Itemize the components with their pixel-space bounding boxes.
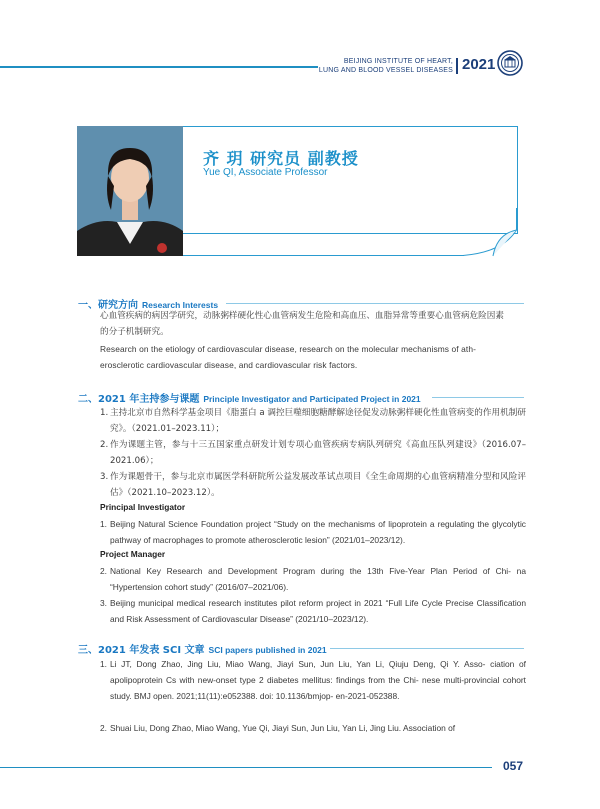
- research-para-cn-line-2: 的分子机制研究。: [100, 327, 169, 337]
- header-year: 2021: [462, 56, 496, 73]
- section-title-cn: 二、2021 年主持参与课题: [78, 394, 200, 405]
- subheading-project-manager: Project Manager: [100, 549, 166, 559]
- project-en-item: [100, 516, 526, 548]
- item-text: Beijing Natural Science Foundation project “Study on the mechanisms of lipoprotein a regulating the glycolytic pathway of macrophages to promote atherosclerotic lesion” (2021/01–2023/12).: [110, 519, 526, 545]
- project-en-item: [100, 563, 526, 595]
- item-number: 1.: [100, 659, 107, 669]
- footer-rule: [0, 767, 492, 768]
- item-text: Li JT, Dong Zhao, Jing Liu, Miao Wang, Jiayi Sun, Jun Liu, Yan Li, Qiuju Deng, Qi Y. Asso- ciation of apolipoprotein Cs with new-onset type 2 diabetes mellitus: findings from the Chi- nese multi-provincial cohort study. BMJ open. 2021;11(11):e052388. doi: 10.1136/bmjop- en-2021-052388.: [110, 659, 526, 701]
- profile-card-bottom-rule: [178, 255, 464, 256]
- item-number: 2.: [100, 723, 107, 733]
- header-rule: [0, 66, 318, 68]
- project-cn-item: [100, 405, 526, 437]
- section-rule: [226, 303, 524, 304]
- profile-name-chinese: 齐 玥 研究员 副教授: [203, 149, 359, 168]
- portrait-photo: [77, 126, 183, 256]
- section-title-en: Principle Investigator and Participated Project in 2021: [203, 394, 421, 404]
- institute-line-2: LUNG AND BLOOD VESSEL DISEASES: [318, 67, 453, 74]
- item-number: 3.: [100, 598, 107, 608]
- section-title-en: Research Interests: [142, 300, 219, 310]
- profile-name-english: Yue QI, Associate Professor: [203, 167, 328, 178]
- item-text: National Key Research and Development Program during the 13th Five-Year Plan Period of Chi- na “Hypertension cohort study” (2016/07–2021/06).: [110, 566, 526, 592]
- project-en-item: [100, 595, 526, 627]
- section-projects-heading: [78, 390, 421, 405]
- item-text: 作为课题骨干，参与北京市属医学科研院所公益发展改革试点项目《全生命周期的心血管病精准分型和风险评估》（2021.10–2023.12）。: [110, 472, 526, 498]
- page-number: 057: [503, 759, 524, 773]
- section-title-cn: 三、2021 年发表 SCI 文章: [78, 645, 205, 656]
- page-curl-decoration: [463, 208, 517, 258]
- research-para-en-line-1: Research on the etiology of cardiovascular disease, research on the molecular mechanisms of ath-: [100, 344, 476, 354]
- item-text: Shuai Liu, Dong Zhao, Miao Wang, Yue Qi, Jiayi Sun, Jun Liu, Yan Li, Jing Liu. Association of: [110, 723, 456, 733]
- institute-logo-icon: [497, 50, 523, 76]
- subheading-principal-investigator: Principal Investigator: [100, 502, 186, 512]
- project-cn-item: [100, 469, 526, 501]
- section-rule: [330, 648, 524, 649]
- item-text: 主持北京市自然科学基金项目《脂蛋白 a 调控巨噬细胞糖酵解途径促发动脉粥样硬化性血管病变的作用机制研究》。（2021.01–2023.11）；: [110, 408, 526, 434]
- section-title-cn: 一、研究方向: [78, 300, 138, 311]
- item-text: 作为课题主管，参与十三五国家重点研发计划专项心血管疾病专病队列研究《高血压队列建设》（2016.07–2021.06）；: [110, 440, 526, 466]
- item-number: 1.: [100, 519, 107, 529]
- paper-item: [100, 720, 526, 736]
- paper-item: [100, 656, 526, 704]
- section-title-en: SCI papers published in 2021: [208, 645, 327, 655]
- item-text: Beijing municipal medical research institutes pilot reform project in 2021 “Full Life Cycle Precise Classification and Risk Assessment of Cardiovascular Disease” (2021/10–2023/12).: [110, 598, 526, 624]
- item-number: 1.: [100, 408, 109, 418]
- item-number: 3.: [100, 472, 109, 482]
- project-cn-item: [100, 437, 526, 469]
- item-number: 2.: [100, 440, 109, 450]
- institute-name: [319, 57, 453, 75]
- header-separator: [456, 58, 458, 74]
- institute-line-1: BEIJING INSTITUTE OF HEART,: [343, 58, 453, 65]
- section-sci-papers-heading: [78, 641, 327, 656]
- section-rule: [432, 397, 524, 398]
- research-para-cn-line-1: 心血管疾病的病因学研究，动脉粥样硬化性心血管病发生危险和高血压、血脂异常等重要心血管病危险因素: [100, 311, 504, 321]
- item-number: 2.: [100, 566, 107, 576]
- research-para-en-line-2: erosclerotic cardiovascular disease, and cardiovascular risk factors.: [100, 360, 358, 370]
